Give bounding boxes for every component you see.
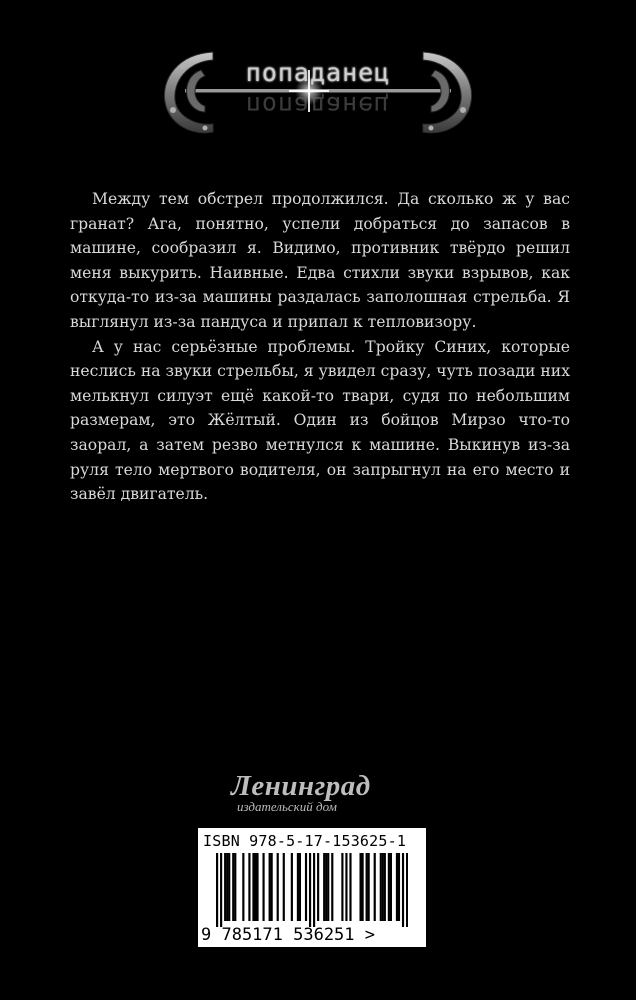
barcode-bar	[220, 853, 222, 927]
barcode-bar	[368, 853, 370, 921]
barcode-bar	[248, 853, 250, 921]
barcode-bar	[384, 853, 386, 921]
barcode-bar	[216, 853, 218, 927]
barcode-bar	[228, 853, 230, 921]
barcode-bar	[323, 853, 325, 921]
barcode-bar	[325, 853, 327, 921]
barcode-bar	[262, 853, 264, 921]
ean-digits: 9 785171 536251 >	[201, 925, 375, 945]
barcode-bar	[398, 853, 400, 921]
barcode-bar	[277, 853, 279, 921]
barcode-bar	[254, 853, 256, 921]
blurb-text	[70, 187, 570, 507]
barcode-bar	[291, 853, 293, 921]
barcode-bar	[390, 853, 392, 921]
barcode-bar	[313, 853, 315, 927]
series-title-reflection: попаданец	[245, 91, 391, 120]
barcode-bar	[317, 853, 319, 921]
barcode-bar	[283, 853, 285, 921]
publisher-name: Ленинград	[231, 770, 371, 802]
barcode-bar	[362, 853, 364, 921]
barcode-bar	[226, 853, 228, 921]
barcode-bar	[382, 853, 384, 921]
barcode-bar	[359, 853, 361, 921]
barcode-bar	[232, 853, 234, 921]
barcode-bar	[331, 853, 333, 921]
barcode-bar	[366, 853, 368, 921]
blurb-paragraph: А у нас серьёзные проблемы. Тройку Синих, которые неслись на звуки стрельбы, я увидел сразу, чуть позади них мелькнул силуэт ещё какой-то твари, судя по небольшим размерам, это Жёлтый. Один из бойцов Мирзо что-то заорал, а затем резво метнулся к машине. Выкинув из-за руля тело мертвого водителя, он запрыгнул на его место и завёл двигатель.	[70, 337, 570, 504]
barcode-bar	[374, 853, 376, 921]
barcode-bar	[396, 853, 398, 921]
publisher-logo	[231, 770, 401, 816]
barcode-bar	[341, 853, 343, 921]
barcode-bar	[388, 853, 390, 921]
barcode-bar	[345, 853, 347, 921]
blurb-paragraph: Между тем обстрел продолжился. Да сколько ж у вас гранат? Ага, понятно, успели добраться до запасов в машине, сообразил я. Видимо, противник твёрдо решил меня выкурить. Наивные. Едва стихли звуки взрывов, как откуда-то из-за машины раздалась заполошная стрельба. Я выглянул из-за пандуса и припал к тепловизору.	[70, 190, 570, 331]
barcode-bar	[380, 853, 382, 921]
barcode-bar	[327, 853, 329, 921]
barcode-bar	[242, 853, 244, 921]
isbn-number: ISBN 978-5-17-153625-1	[203, 832, 407, 850]
barcode-bar	[269, 853, 271, 921]
publisher-subtitle: издательский дом	[237, 799, 337, 814]
barcode-bar	[406, 853, 408, 927]
barcode-bar	[256, 853, 258, 921]
series-title: попаданец	[245, 58, 391, 87]
barcode-bar	[299, 853, 301, 921]
series-emblem	[155, 40, 481, 144]
barcode-bar	[234, 853, 236, 921]
barcode-bar	[349, 853, 351, 921]
barcode-bar	[297, 853, 299, 921]
barcode-bar	[305, 853, 307, 921]
isbn-barcode	[198, 828, 426, 947]
barcode-bar	[271, 853, 273, 921]
barcode-bar	[252, 853, 254, 921]
barcode-bar	[309, 853, 311, 927]
barcode-bars	[216, 853, 408, 927]
barcode-bar	[402, 853, 404, 927]
barcode-bar	[224, 853, 226, 921]
